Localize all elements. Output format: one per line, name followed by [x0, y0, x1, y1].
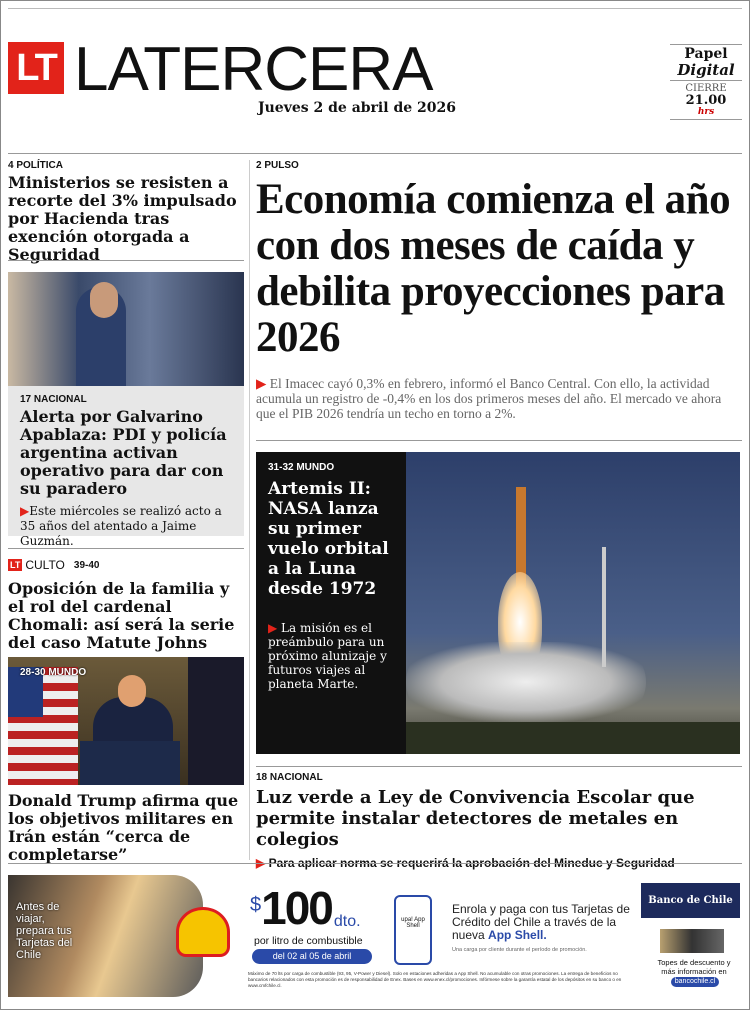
lead-story[interactable] [256, 160, 742, 361]
app-shell: App Shell. [488, 928, 547, 942]
pages: 39-40 [73, 559, 100, 571]
podium-shape [80, 741, 180, 785]
divider [8, 863, 742, 864]
shell-bancochile-ad[interactable] [8, 875, 742, 1000]
headline[interactable]: Alerta por Galvarino Apablaza: PDI y policía argentina activan operativo para dar con su paradero [20, 407, 227, 498]
lead-summary-block [256, 376, 742, 421]
one-charge: Una carga por cliente durante el período de promoción. [452, 947, 587, 953]
story-politica[interactable] [8, 160, 244, 264]
per-liter: por litro de combustible [254, 935, 363, 947]
kicker: 28-30 MUNDO [20, 667, 87, 678]
ground-shape [406, 722, 740, 754]
divider [8, 260, 244, 261]
topes-text: Topes de descuento y más información en [657, 958, 731, 976]
kicker: 31-32 MUNDO [268, 462, 335, 473]
bank-link[interactable]: bancochile.cl [671, 977, 719, 987]
kicker: 2 PULSO [256, 160, 299, 171]
lead-summary: El Imacec cayó 0,3% en febrero, informó el Banco Central. Con ello, la actividad acumula un registro de -0,4% en los dos primeros meses del año. El mercado ve ahora que el PIB 2026 tendría un techo en torno a 2%. [256, 376, 722, 421]
logo-text[interactable]: LATERCERA [74, 35, 433, 104]
cierre-time: 21.00 [685, 93, 727, 108]
lead-headline[interactable]: Economía comienza el año con dos meses de caída y debilita proyecciones para 2026 [256, 177, 731, 361]
phone-icon [394, 895, 432, 965]
kicker: 18 NACIONAL [256, 772, 323, 783]
app-label: upa! App Shell [401, 917, 425, 929]
story-convivencia[interactable] [256, 772, 742, 870]
currency: $ [250, 894, 262, 916]
headline[interactable]: Luz verde a Ley de Convivencia Escolar que permite instalar detectores de metales en colegios [256, 787, 695, 850]
hrs-label: hrs [697, 107, 715, 117]
story-nacional-galvarino[interactable] [8, 386, 244, 548]
tower-shape [602, 547, 606, 667]
story-culto[interactable] [8, 558, 244, 652]
discount-amount [250, 882, 361, 934]
arrow-icon: ▶ [256, 856, 269, 870]
amount: 100 [261, 882, 332, 934]
dto: dto. [333, 913, 361, 930]
kicker: 4 POLÍTICA [8, 160, 64, 171]
papel-digital-badge [670, 44, 742, 120]
face-shape [90, 282, 118, 318]
arrow-icon: ▶ [20, 504, 30, 518]
flag-dark [188, 657, 244, 785]
section-name: CULTO [25, 558, 65, 572]
divider [8, 8, 742, 9]
column-divider [249, 160, 250, 860]
cierre-label: CIERRE [685, 83, 727, 94]
enrola-text: Enrola y paga con tus Tarjetas de Crédito del Chile a través de la nueva [452, 902, 630, 942]
ad-left-text: Antes de viajar, prepara tus Tarjetas del Chile [16, 901, 73, 961]
galvarino-photo [8, 272, 244, 386]
fine-print: Máximo de 70 lts por carga de combustible (93, 95, V-Power y Diesel). Solo en estaciones adheridas a App Shell. No acumulable con otras promociones. La entrega de beneficios no bancarios relacionados con esta promoción es de responsabilidad de Enex. Bases en www.enex.cl/promociones. Infórmese sobre la garantía estatal de los depósitos en su banco o en www.cmfchile.cl. [248, 971, 622, 988]
artemis-summary: La misión es el preámbulo para un próximo alunizaje y futuros viajes al planeta Marte. [268, 621, 387, 691]
headline[interactable]: Oposición de la familia y el rol del cardenal Chomali: así será la serie del caso Matute Johns [8, 579, 235, 652]
digital-label: Digital [670, 62, 742, 81]
divider [8, 153, 742, 154]
headline[interactable]: Ministerios se resisten a recorte del 3% impulsado por Hacienda tras exención otorgada a Seguridad [8, 173, 237, 264]
kicker: 17 NACIONAL [20, 394, 87, 405]
ad-photo [8, 875, 203, 997]
bank-logo: Banco de Chile [641, 883, 740, 918]
trump-photo [8, 657, 244, 785]
shell-logo-icon [176, 907, 230, 957]
smoke-shape [406, 642, 646, 722]
papel-label: Papel [684, 46, 728, 62]
dates-pill: del 02 al 05 de abril [252, 949, 372, 964]
artemis-headline[interactable]: Artemis II: NASA lanza su primer vuelo orbital a la Luna desde 1972 [268, 479, 389, 599]
arrow-icon: ▶ [268, 621, 282, 635]
artemis-story[interactable] [256, 452, 406, 754]
divider [256, 766, 742, 767]
trump-headline[interactable]: Donald Trump afirma que los objetivos militares en Irán están “cerca de completarse” [8, 791, 239, 864]
cards-image [660, 929, 724, 953]
logo-mark[interactable]: LT [8, 42, 64, 94]
edition-date: Jueves 2 de abril de 2026 [258, 100, 456, 116]
divider [256, 440, 742, 441]
summary: Este miércoles se realizó acto a 35 años del atentado a Jaime Guzmán. [20, 504, 222, 548]
face-shape [118, 675, 146, 707]
lt-mark: LT [10, 560, 21, 570]
summary: Para aplicar norma se requerirá la aprobación del Mineduc y Seguridad [268, 856, 675, 870]
arrow-icon: ▶ [256, 376, 270, 391]
divider [8, 548, 244, 549]
artemis-launch-photo [406, 452, 740, 754]
